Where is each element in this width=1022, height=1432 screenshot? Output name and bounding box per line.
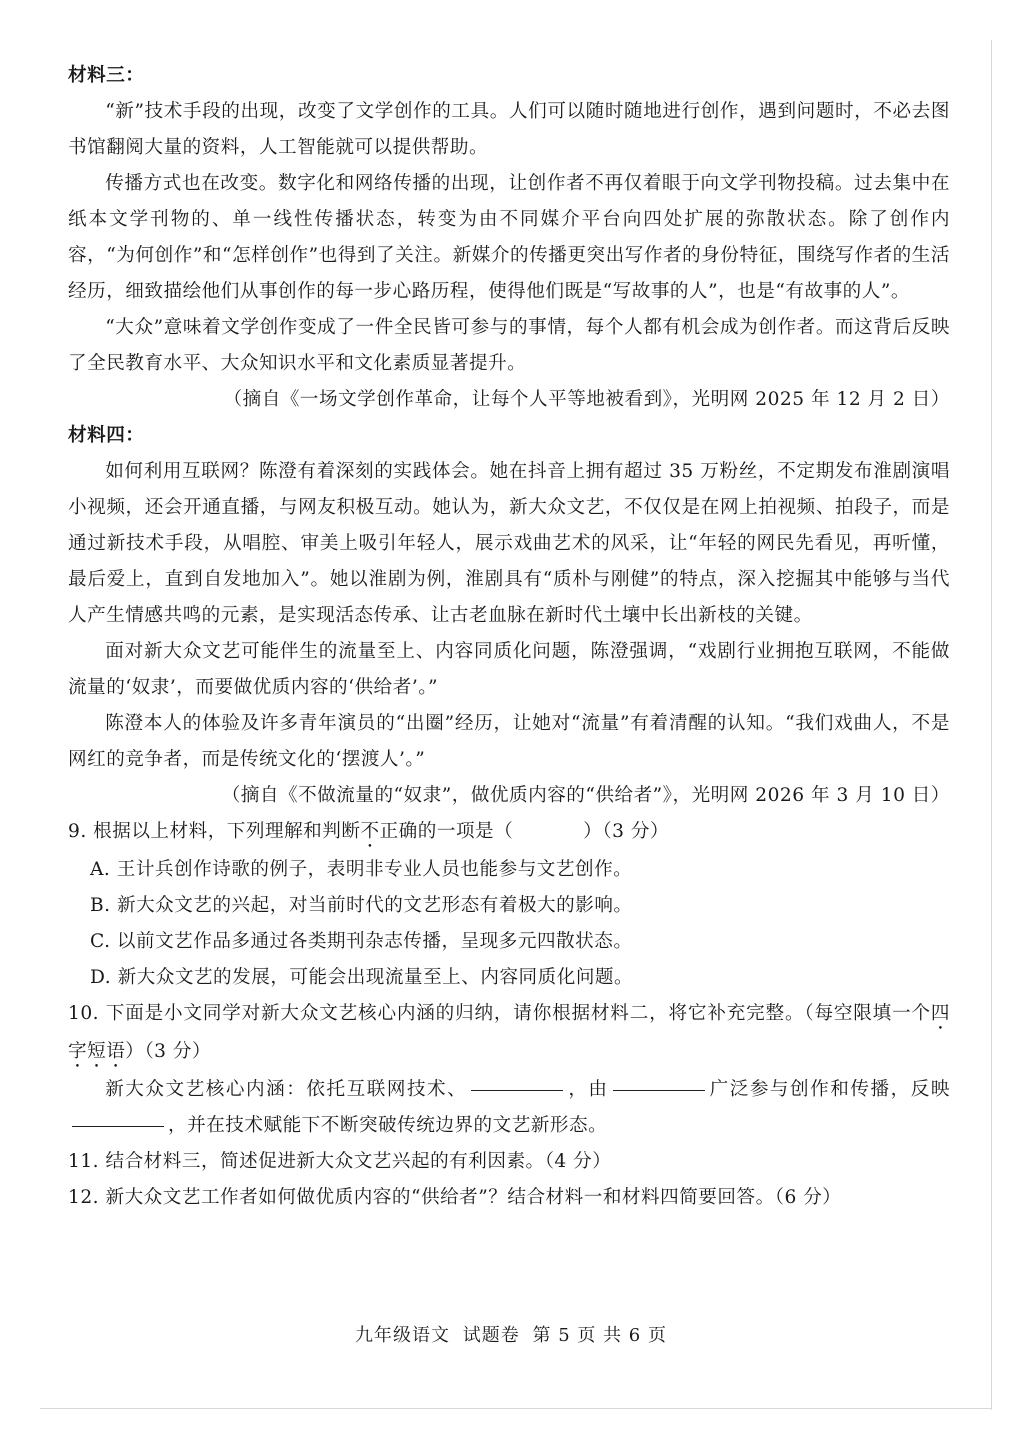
question-10-fill-b: ，由: [567, 1079, 609, 1100]
question-9-stem-a: 9. 根据以上材料，下列理解和判断: [68, 821, 361, 842]
question-9-option-d: D. 新大众文艺的发展，可能会出现流量至上、内容同质化问题。: [90, 967, 634, 988]
material3-paragraph-2: 传播方式也在改变。数字化和网络传播的出现，让创作者不再仅着眼于向文学刊物投稿。过去集中在纸本文学刊物的、单一线性传播状态，转变为由不同媒介平台向四处扩展的弥散状态。除了创作内容，“为何创作”和“怎样创作”也得到了关注。新媒介的传播更突出写作者的身份特征，围绕写作者的生活经历，细致描绘他们从事创作的每一步心路历程，使得他们既是“写故事的人”，也是“有故事的人”。: [68, 173, 950, 302]
material4-paragraph-3: 陈澄本人的体验及许多青年演员的“出圈”经历，让她对“流量”有着清醒的认知。“我们戏曲人，不是网红的竞争者，而是传统文化的‘摆渡人’。”: [68, 713, 950, 770]
question-10-fill-d: ，并在技术赋能下不断突破传统边界的文艺新形态。: [168, 1115, 608, 1136]
footer-subject: 九年级语文: [355, 1325, 450, 1346]
question-10-stem-b: ）（3 分）: [125, 1041, 212, 1062]
question-10-fill-a: 新大众文艺核心内涵：依托互联网技术、: [105, 1079, 468, 1100]
footer-page-number: 第 5 页 共 6 页: [532, 1325, 667, 1346]
material4-paragraph-1: 如何利用互联网？陈澄有着深刻的实践体会。她在抖音上拥有超过 35 万粉丝，不定期发布淮剧演唱小视频，还会开通直播，与网友积极互动。她认为，新大众文艺，不仅仅是在网上拍视频、拍段子，而是通过新技术手段，从唱腔、审美上吸引年轻人，展示戏曲艺术的风采，让“年轻的网民先看见，再听懂，最后爱上，直到自发地加入”。她以淮剧为例，淮剧具有“质朴与刚健”的特点，深入挖掘其中能够与当代人产生情感共鸣的元素，是实现活态传承、让古老血脉在新时代土壤中长出新枝的关键。: [68, 461, 950, 626]
material4-source: （摘自《不做流量的“奴隶”，做优质内容的“供给者”》，光明网 2026 年 3 月 10 日）: [221, 785, 950, 806]
question-9-option-c: C. 以前文艺作品多通过各类期刊杂志传播，呈现多元四散状态。: [90, 931, 633, 952]
question-9-option-a: A. 王计兵创作诗歌的例子，表明非专业人员也能参与文艺创作。: [90, 859, 633, 880]
material3-source: （摘自《一场文学创作革命，让每个人平等地被看到》，光明网 2025 年 12 月 2 日）: [223, 389, 950, 410]
question-10-stem: [68, 996, 950, 1072]
question-9-stem-c: ）（3 分）: [583, 821, 670, 842]
material4-paragraph-2: 面对新大众文艺可能伴生的流量至上、内容同质化问题，陈澄强调，“戏剧行业拥抱互联网，不能做流量的‘奴隶’，而要做优质内容的‘供给者’。”: [68, 641, 950, 698]
question-11: 11. 结合材料三，简述促进新大众文艺兴起的有利因素。（4 分）: [68, 1151, 612, 1172]
material4-heading: 材料四：: [68, 425, 145, 446]
question-9-stem-b: 正确的一项是（: [379, 821, 514, 842]
material3-paragraph-1: “新”技术手段的出现，改变了文学创作的工具。人们可以随时随地进行创作，遇到问题时，不必去图书馆翻阅大量的资料，人工智能就可以提供帮助。: [68, 101, 950, 158]
question-10-fill: [68, 1072, 950, 1144]
page-footer: [0, 1318, 1022, 1354]
question-10-fill-c: 广泛参与创作和传播，反映: [708, 1079, 950, 1100]
question-10-blank-3[interactable]: [72, 1125, 164, 1127]
scan-border-bottom: [40, 1408, 992, 1409]
question-9-emphasis: 不: [360, 821, 380, 842]
question-9-option-b: B. 新大众文艺的兴起，对当前时代的文艺形态有着极大的影响。: [90, 895, 633, 916]
question-10-emphasis: 四字短语: [68, 1003, 950, 1062]
question-10-blank-2[interactable]: [613, 1089, 705, 1091]
footer-paper: 试题卷: [462, 1325, 520, 1346]
scan-border-right: [991, 40, 992, 1410]
material3-heading: 材料三：: [68, 65, 145, 86]
question-10-blank-1[interactable]: [471, 1089, 563, 1091]
question-12: 12. 新大众文艺工作者如何做优质内容的“供给者”？结合材料一和材料四简要回答。（6 分）: [68, 1187, 842, 1208]
question-9-stem: [68, 814, 950, 852]
material3-paragraph-3: “大众”意味着文学创作变成了一件全民皆可参与的事情，每个人都有机会成为创作者。而这背后反映了全民教育水平、大众知识水平和文化素质显著提升。: [68, 317, 950, 374]
question-10-stem-a: 10. 下面是小文同学对新大众文艺核心内涵的归纳，请你根据材料二，将它补充完整。（每空限填一个: [68, 1003, 931, 1024]
